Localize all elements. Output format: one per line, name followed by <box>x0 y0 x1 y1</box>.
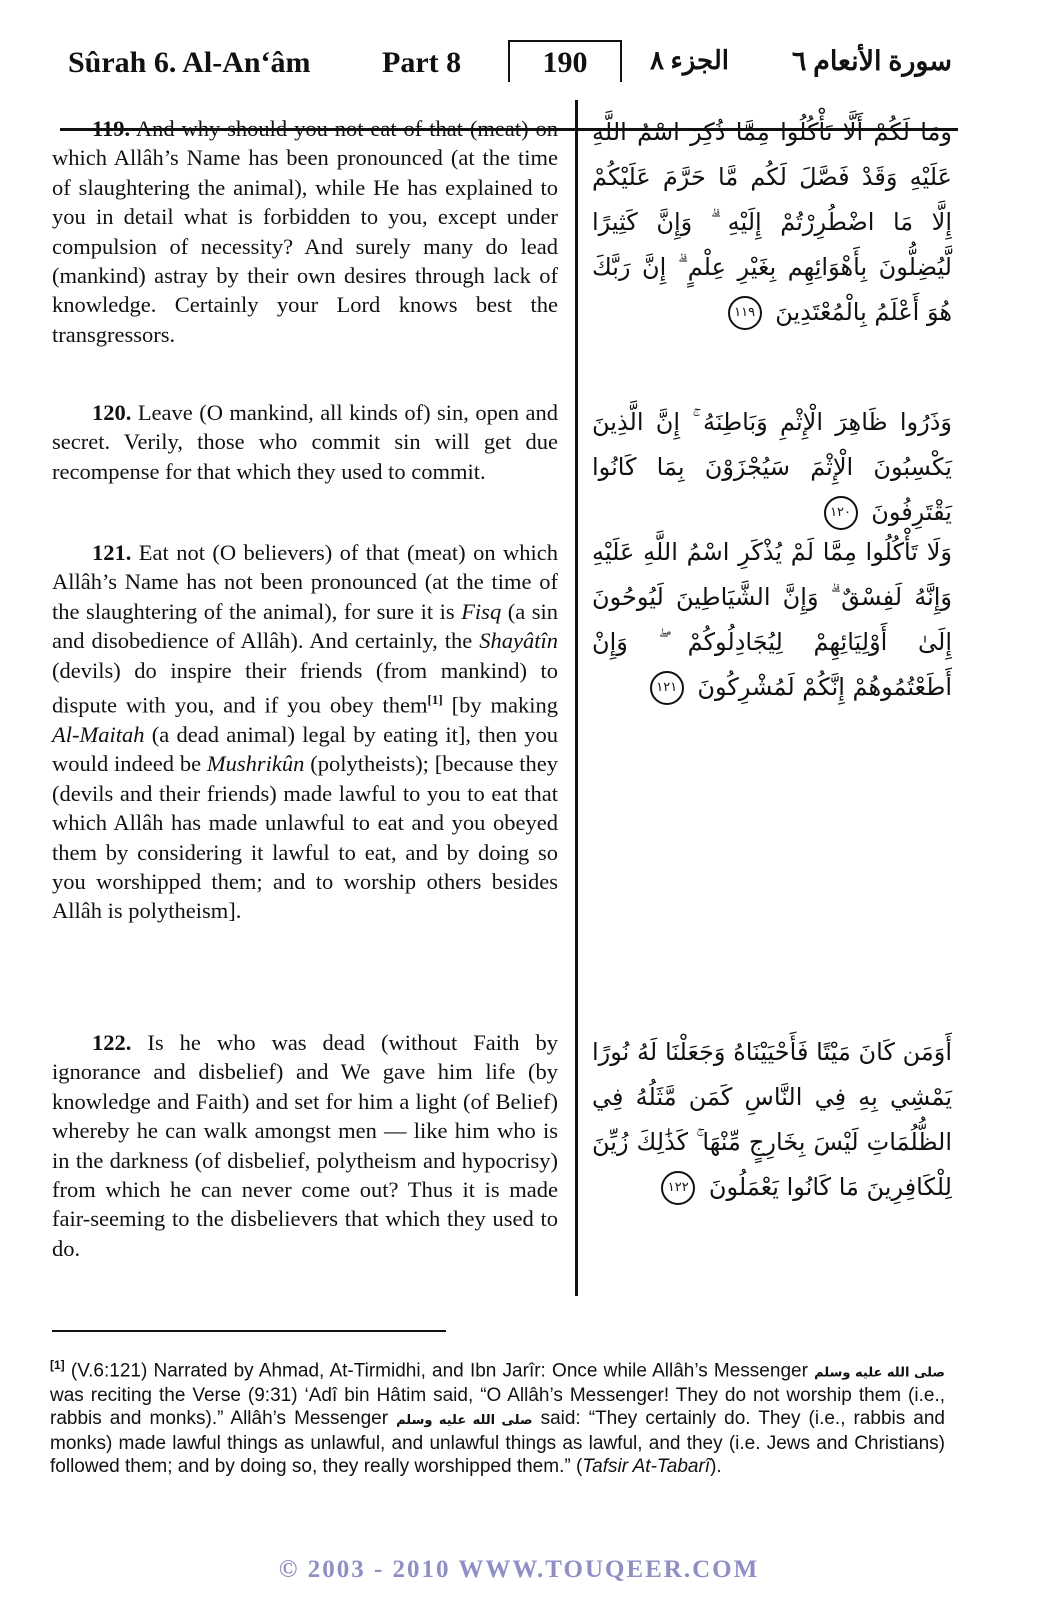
copyright-watermark: © 2003 - 2010 WWW.TOUQEER.COM <box>278 1556 760 1583</box>
ayah-marker: ١٢٠ <box>824 496 858 530</box>
verse-119-translation: 119. And why should you not eat of that (meat) on which Allâh’s Name has been pronounced (at the time of slaughtering the animal), while He has explained to you in detail what is forbidden to you, except under compulsion of necessity? And surely many do lead (mankind) astray by their own desires through lack of knowledge. Certainly your Lord knows best the transgressors. <box>52 116 558 347</box>
verse-122-translation: 122. Is he who was dead (without Faith by ignorance and disbelief) and We gave him life (by knowledge and Faith) and set for him a light (of Belief) whereby he can walk amongst men — like him who is in the darkness (of disbelief, polytheism and hypocrisy) from which he can never come out? Thus it is made fair-seeming to the disbelievers that which they used to do. <box>52 1030 558 1261</box>
verse-120-translation: 120. Leave (O mankind, all kinds of) sin, open and secret. Verily, those who commit sin will get due recompense for that which they used to commit. <box>52 400 558 484</box>
verse-122-arabic: أَوَمَن كَانَ مَيْتًا فَأَحْيَيْنَاهُ وَجَعَلْنَا لَهُ نُورًا يَمْشِي بِهِ فِي النَّاسِ كَمَن مَّثَلُهُ فِي الظُّلُمَاتِ لَيْسَ بِخَارِجٍ مِّنْهَا ۚ كَذَٰلِكَ زُيِّنَ لِلْكَافِرِينَ مَا كَانُوا يَعْمَلُونَ ١٢٢ <box>592 1030 952 1210</box>
salutation-arabic: صلى الله عليه وسلم <box>396 1412 533 1428</box>
page-header <box>60 40 960 90</box>
verse-120-arabic: وَذَرُوا ظَاهِرَ الْإِثْمِ وَبَاطِنَهُ ۚ إِنَّ الَّذِينَ يَكْسِبُونَ الْإِثْمَ سَيُجْزَوْنَ بِمَا كَانُوا يَقْتَرِفُونَ ١٢٠ <box>592 400 952 535</box>
ayah-marker: ١٢١ <box>650 671 684 705</box>
ayah-marker: ١٢٢ <box>661 1171 695 1205</box>
juz-label-arabic: الجزء ٨ <box>650 46 729 75</box>
page-number: 190 <box>508 40 622 82</box>
footnote-reference[interactable]: [1] <box>427 692 443 708</box>
part-label: Part 8 <box>382 46 462 79</box>
column-divider <box>575 100 578 1296</box>
surah-title-english: Sûrah 6. Al-An‘âm <box>68 46 311 79</box>
footnote: [1] (V.6:121) Narrated by Ahmad, At-Tirmidhi, and Ibn Jarîr: Once while Allâh’s Messenger صلى الله عليه وسلم was reciting the Verse (9:31) ‘Adî bin Hâtim said, “O Allâh’s Messenger! They do not worship them (i.e., rabbis and monks).” Allâh’s Messenger صلى الله عليه وسلم said: “They certainly do. They (i.e., rabbis and monks) made lawful things as unlawful, and unlawful things as lawful, and they (i.e. Jews and Christians) followed them; and by doing so, they really worshipped them.” (Tafsir At-Tabarî). <box>50 1358 945 1478</box>
verse-119-arabic: وَمَا لَكُمْ أَلَّا تَأْكُلُوا مِمَّا ذُكِرَ اسْمُ اللَّهِ عَلَيْهِ وَقَدْ فَصَّلَ لَكُم مَّا حَرَّمَ عَلَيْكُمْ إِلَّا مَا اضْطُرِرْتُمْ إِلَيْهِ ۗ وَإِنَّ كَثِيرًا لَّيُضِلُّونَ بِأَهْوَائِهِم بِغَيْرِ عِلْمٍ ۗ إِنَّ رَبَّكَ هُوَ أَعْلَمُ بِالْمُعْتَدِينَ ١١٩ <box>592 110 952 335</box>
verse-121-translation: 121. Eat not (O believers) of that (meat) on which Allâh’s Name has not been pronounced (at the time of the slaughtering of the animal), for sure it is Fisq (a sin and disobedience of Allâh). And certainly, the Shayâtîn (devils) do inspire their friends (from mankind) to dispute with you, and if you obey them[1] [by making Al-Maitah (a dead animal) legal by eating it], then you would indeed be Mushrikûn (polytheists); [because they (devils and their friends) made lawful to you to eat that which Allâh has made unlawful to eat and you obeyed them by considering it lawful to eat, and by doing so you worshipped them; and to worship others besides Allâh is polytheism]. <box>52 540 559 924</box>
salutation-arabic: صلى الله عليه وسلم <box>814 1364 945 1380</box>
footnote-marker: [1] <box>50 1358 65 1372</box>
footnote-rule <box>52 1330 446 1332</box>
surah-title-arabic: سورة الأنعام ٦ <box>791 46 952 76</box>
ayah-marker: ١١٩ <box>728 296 762 330</box>
verse-121-arabic: وَلَا تَأْكُلُوا مِمَّا لَمْ يُذْكَرِ اسْمُ اللَّهِ عَلَيْهِ وَإِنَّهُ لَفِسْقٌ ۗ وَإِنَّ الشَّيَاطِينَ لَيُوحُونَ إِلَىٰ أَوْلِيَائِهِمْ لِيُجَادِلُوكُمْ ۖ وَإِنْ أَطَعْتُمُوهُمْ إِنَّكُمْ لَمُشْرِكُونَ ١٢١ <box>592 530 952 710</box>
